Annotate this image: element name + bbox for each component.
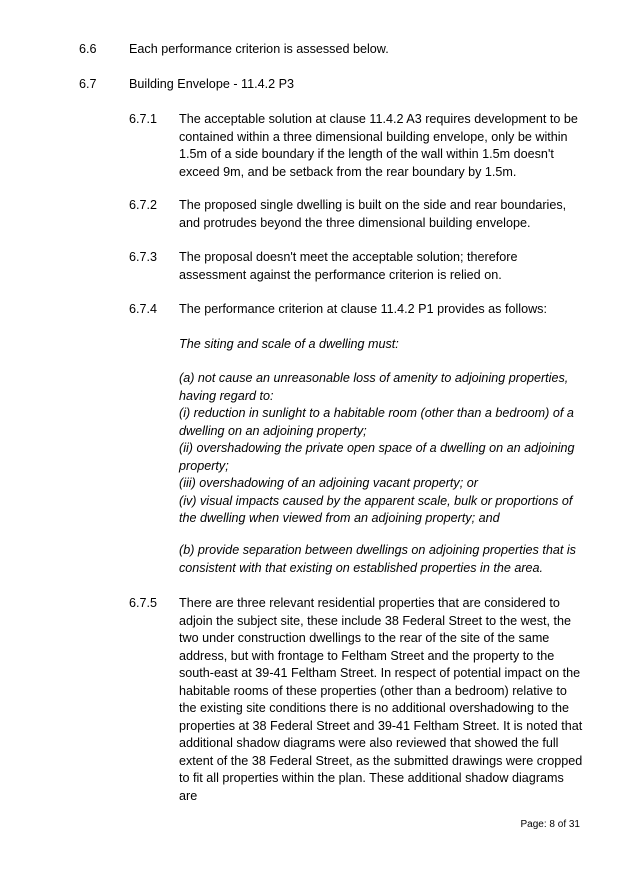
paragraph-number: 6.7.3 (129, 250, 158, 264)
quote-line: (iii) overshadowing of an adjoining vacant property; or (179, 476, 478, 490)
paragraph-text: The proposed single dwelling is built on the side and rear boundaries, and protrudes beyond the three dimensional building envelope. (179, 198, 567, 230)
section-number: 6.6 (79, 42, 97, 56)
paragraph-text: There are three relevant residential properties that are considered to adjoin the subject site, these include 38 Federal Street to the west, the two under construction dwellings to the rear of the site of the same address, but with frontage to Feltham Street and the property to the south-east at 39-41 Feltham Street. In respect of potential impact on the habitable rooms of these properties (other than a bedroom) relative to the existing site conditions there is no additional overshadowing to the properties at 38 Federal Street and 39-41 Feltham Street. It is noted that additional shadow diagrams were also reviewed that showed the full extent of the 38 Federal Street, as the submitted drawings were cropped to fit all properties within the plan. These additional shadow diagrams are (179, 596, 583, 803)
paragraph-number: 6.7.5 (129, 596, 158, 610)
quote-line: (i) reduction in sunlight to a habitable room (other than a bedroom) of a dwelling on an adjoining property; (179, 406, 574, 438)
quote-line: (ii) overshadowing the private open space of a dwelling on an adjoining property; (179, 441, 575, 473)
paragraph-text: The proposal doesn't meet the acceptable solution; therefore assessment against the performance criterion is relied on. (179, 250, 518, 282)
page-number: Page: 8 of 31 (520, 819, 580, 830)
quote-line: (iv) visual impacts caused by the apparent scale, bulk or proportions of the dwelling when viewed from an adjoining property; and (179, 493, 573, 525)
section-number: 6.7 (79, 77, 97, 91)
quote-line: (a) not cause an unreasonable loss of amenity to adjoining properties, having regard to: (179, 371, 569, 403)
section-heading: Building Envelope - 11.4.2 P3 (129, 77, 294, 91)
quote-criteria-a (179, 370, 584, 528)
paragraph-number: 6.7.2 (129, 198, 158, 212)
paragraph-text: The acceptable solution at clause 11.4.2 A3 requires development to be contained within a three dimensional building envelope, only be within 1.5m of a side boundary if the length of the wall within 1.5m doesn't exceed 9m, and be setback from the rear boundary by 1.5m. (179, 112, 578, 179)
quote-criteria-b: (b) provide separation between dwellings on adjoining properties that is consistent with that existing on established properties in the area. (179, 543, 576, 575)
quote-intro: The siting and scale of a dwelling must: (179, 337, 399, 351)
paragraph-number: 6.7.4 (129, 302, 158, 316)
section-text: Each performance criterion is assessed below. (129, 42, 389, 56)
paragraph-text: The performance criterion at clause 11.4.2 P1 provides as follows: (179, 302, 547, 316)
paragraph-number: 6.7.1 (129, 112, 158, 126)
